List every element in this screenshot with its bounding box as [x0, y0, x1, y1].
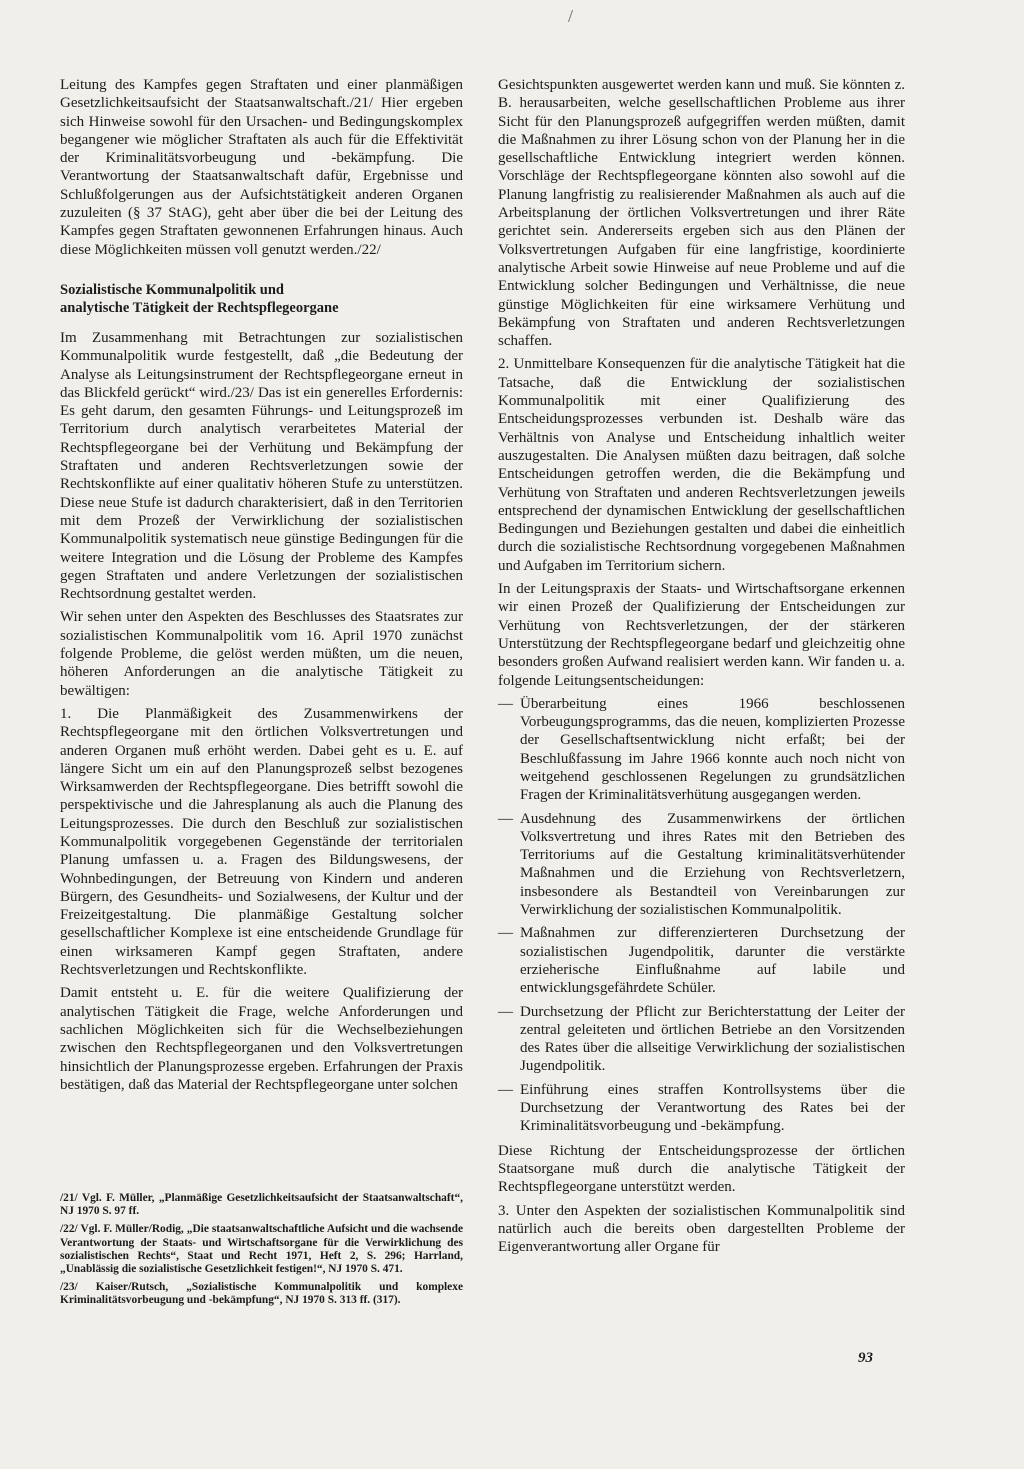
page-mark: /: [568, 6, 574, 26]
section-heading-line-2: analytische Tätigkeit der Rechtspflegeorgane: [60, 299, 339, 316]
section-heading-line-1: Sozialistische Kommunalpolitik und: [60, 281, 284, 298]
footnote-22: /22/ Vgl. F. Müller/Rodig, „Die staatsanwaltschaftliche Aufsicht und die wachsende Verantwortung der Staats- und Wirtschaftsorgane für die Verwirklichung des sozialistischen Rechts“, Staat und Recht 1971, Heft 2, S. 296; Harrland, „Unablässig die sozialistische Gesetzlichkeit festigen!“, NJ 1970 S. 471.: [60, 1223, 463, 1276]
list-item: — Ausdehnung des Zusammenwirkens der örtlichen Volksvertretung und ihres Rates mit den Betrieben des Territoriums auf die Gestaltung kriminalitätsverhütender Maßnahmen und die Erziehung von Rechtsverletzern, insbesondere als Bestandteil von Vereinbarungen zur Verwirklichung der sozialistischen Kommunalpolitik.: [498, 810, 905, 919]
paragraph: Diese Richtung der Entscheidungsprozesse der örtlichen Staatsorgane muß durch die analytische Tätigkeit der Rechtspflegeorgane unterstützt werden.: [498, 1142, 905, 1196]
dash-marker: —: [498, 1081, 513, 1098]
paragraph: Wir sehen unter den Aspekten des Beschlusses des Staatsrates zur sozialistischen Kommunalpolitik vom 16. April 1970 zunächst folgende Probleme, die gelöst werden müßten, um die neuen, höheren Anforderungen an die analytische Tätigkeit zu bewältigen:: [60, 609, 463, 699]
dash-marker: —: [498, 1003, 513, 1020]
page-number: 93: [858, 1350, 873, 1366]
list-item: — Durchsetzung der Pflicht zur Berichterstattung der Leiter der zentral geleiteten und örtlichen Betriebe an den Vorsitzenden des Rates über die allseitige Verwirklichung der sozialistischen Jugendpolitik.: [498, 1003, 905, 1075]
dash-marker: —: [498, 810, 513, 827]
paragraph: Damit entsteht u. E. für die weitere Qualifizierung der analytischen Tätigkeit die Frage, welche Anforderungen und sachlichen Möglichkeiten sich für die Wechselbeziehungen zwischen den Rechtspflegeorganen und den Volksvertretungen hinsichtlich der Planungsprozesse ergeben. Erfahrungen der Praxis bestätigen, daß das Material der Rechtspflegeorgane unter solchen: [60, 985, 463, 1093]
dash-marker: —: [498, 925, 513, 942]
right-column: [498, 76, 905, 1261]
intro-paragraph: Leitung des Kampfes gegen Straftaten und einer planmäßigen Gesetzlichkeitsaufsicht der Staatsanwaltschaft./21/ Hier ergeben sich Hinweise sowohl für den Ursachen- und Bedingungskomplex begangener wie möglicher Straftaten als auch für die Effektivität der Kriminalitätsvorbeugung und -bekämpfung. Die Verantwortung der Staatsanwaltschaft dafür, Ergebnisse und Schlußfolgerungen aus der Aufsichtstätigkeit anderen Organen zuzuleiten (§ 37 StAG), geht aber über die bei der Leitung des Kampfes gegen Straftaten gewonnenen Erfahrungen hinaus. Auch diese Möglichkeiten müssen voll genutzt werden./22/: [60, 77, 463, 258]
list-item: — Einführung eines straffen Kontrollsystems über die Durchsetzung der Verantwortung des Rates bei der Kriminalitätsvorbeugung und -bekämpfung.: [498, 1081, 905, 1135]
paragraph: In der Leitungspraxis der Staats- und Wirtschaftsorgane erkennen wir einen Prozeß der Qualifizierung der Entscheidungen zur Verhütung von Rechtsverletzungen, der der stärkeren Unterstützung der Rechtspflegeorgane bedarf und gleichzeitig ohne besonders großen Aufwand realisiert werden kann. Wir fanden u. a. folgende Leitungsentscheidungen:: [498, 581, 905, 689]
footnote-21: /21/ Vgl. F. Müller, „Planmäßige Gesetzlichkeitsaufsicht der Staatsanwaltschaft“, NJ 1970 S. 97 ff.: [60, 1192, 463, 1218]
paragraph: 1. Die Planmäßigkeit des Zusammenwirkens der Rechtspflegeorgane mit den örtlichen Volksvertretungen und anderen Organen muß erhöht werden. Dabei geht es u. E. auf längere Sicht um ein auf den Planungsprozeß selbst bezogenes Wirksamwerden der Rechtspflegeorgane. Dies betrifft sowohl die perspektivische und die Jahresplanung als auch die Planung des Leitungsprozesses. Die durch den Beschluß zur sozialistischen Kommunalpolitik vorgegebenen Gegenstände der territorialen Planung umfassen u. a. Fragen des Bildungswesens, der Wohnbedingungen, der Betreuung von Kindern und anderen Bürgern, des Gesundheits- und Sozialwesens, der Kultur und der Freizeitgestaltung. Die planmäßige Gestaltung solcher gesellschaftlicher Komplexe ist eine entscheidende Grundlage für einen wirksameren Kampf gegen Straftaten, andere Rechtsverletzungen und Rechtskonflikte.: [60, 705, 463, 979]
footnote-23: /23/ Kaiser/Rutsch, „Sozialistische Kommunalpolitik und komplexe Kriminalitätsvorbeugung und -bekämpfung“, NJ 1970 S. 313 ff. (317).: [60, 1281, 463, 1307]
section-heading: [60, 281, 463, 317]
footnotes: [60, 1192, 463, 1313]
paragraph: 3. Unter den Aspekten der sozialistischen Kommunalpolitik sind natürlich auch die bereits oben dargestellten Probleme der Eigenverantwortung aller Organe für: [498, 1202, 905, 1256]
paragraph: Im Zusammenhang mit Betrachtungen zur sozialistischen Kommunalpolitik wurde festgestellt, daß „die Bedeutung der Analyse als Leitungsinstrument der Rechtspflegeorgane erneut in das Blickfeld gerückt“ wird./23/ Das ist ein generelles Erfordernis: Es geht darum, den gesamten Führungs- und Leitungsprozeß im Territorium durch analytisch verarbeitetes Material der Rechtspflegeorgane bei der Verhütung und Bekämpfung der Straftaten und anderen Rechtsverletzungen sowie der Rechtskonflikte auf einer qualitativ höheren Stufe zu unterstützen. Diese neue Stufe ist dadurch charakterisiert, daß in den Territorien mit dem Prozeß der Verwirklichung der sozialistischen Kommunalpolitik systematisch neue günstige Bedingungen für die weitere Integration und die Lösung der Probleme des Kampfes gegen Straftaten und andere Verletzungen der sozialistischen Rechtsordnung gestaltet werden.: [60, 329, 463, 603]
left-column: [60, 76, 463, 1099]
list-item: — Maßnahmen zur differenzierteren Durchsetzung der sozialistischen Jugendpolitik, darunter die verstärkte erzieherische Einflußnahme auf labile und entwicklungsgefährdete Schüler.: [498, 925, 905, 997]
decision-list: [498, 695, 905, 1136]
dash-marker: —: [498, 695, 513, 712]
list-item: — Überarbeitung eines 1966 beschlossenen Vorbeugungsprogramms, das die neuen, komplizierten Prozesse der Gesellschaftsentwicklung nicht erfaßt; bei der Beschlußfassung im Jahre 1966 konnte auch noch nicht von weitgehend geschlossenen Regelungen zu grundsätzlichen Fragen der Kriminalitätsverhütung ausgegangen werden.: [498, 695, 905, 804]
paragraph: Gesichtspunkten ausgewertet werden kann und muß. Sie könnten z. B. herausarbeiten, welche gesellschaftlichen Probleme aus ihrer Sicht für den Planungsprozeß aufgegriffen werden müßten, damit die Maßnahmen zu ihrer Lösung schon von der Planung her in die gesellschaftliche Entwicklung integriert werden können. Vorschläge der Rechtspflegeorgane könnten also sowohl auf die Planung langfristig zu realisierender Maßnahmen als auch auf die Arbeitsplanung der örtlichen Volksvertretungen und ihrer Räte gerichtet sein. Andererseits ergeben sich aus den Plänen der Volksvertretungen Aufgaben für eine langfristige, koordinierte analytische Arbeit sowie Hinweise auf neue Probleme und auf die Entwicklung solcher Bedingungen und Verhältnisse, die neue günstige Möglichkeiten für eine wirksamere Verhütung und Bekämpfung von Straftaten und anderen Rechtsverletzungen schaffen.: [498, 77, 905, 350]
paragraph: 2. Unmittelbare Konsequenzen für die analytische Tätigkeit hat die Tatsache, daß die Entwicklung der sozialistischen Kommunalpolitik mit einer Qualifizierung des Entscheidungsprozesses verbunden ist. Deshalb wäre das Verhältnis von Analyse und Entscheidung inhaltlich weiter auszugestalten. Die Analysen müßten dazu beitragen, daß solche Entscheidungen getroffen werden, die die Bekämpfung und Verhütung von Straftaten und anderen Rechtsverletzungen jeweils entsprechend der dynamischen Entwicklung der gesellschaftlichen Bedingungen und Beziehungen gestalten und dabei die einheitlich durch die sozialistische Rechtsordnung vorgegebenen Maßnahmen und Aufgaben im Territorium sichern.: [498, 356, 905, 574]
